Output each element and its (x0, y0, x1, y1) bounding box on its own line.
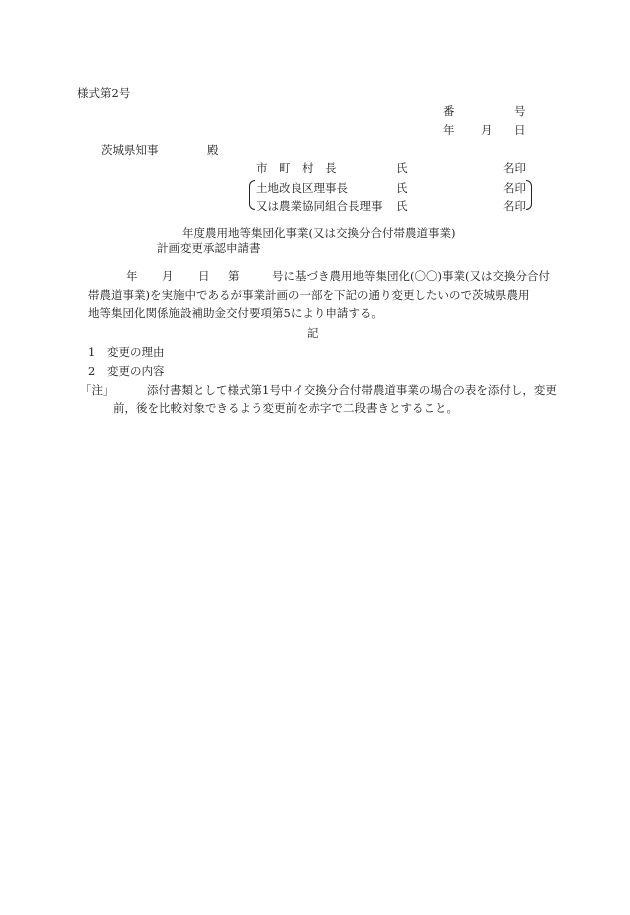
applicant-seal-land-improvement: 名印 (503, 181, 526, 195)
addressee-honorific: 殿 (207, 143, 219, 157)
applicant-shi-land-improvement: 氏 (396, 181, 408, 195)
applicant-shi-mayor: 氏 (396, 161, 408, 175)
note-line-2: 前，後を比較対象できるよう変更前を赤字で二段書きとすること。 (113, 401, 458, 415)
item-2-number: 2 (88, 364, 96, 378)
applicant-seal-cooperative: 名印 (503, 199, 526, 213)
body-line-2: 帯農道事業)を実施中であるが事業計画の一部を下記の通り変更したいので茨城県農用 (88, 288, 530, 302)
date-day: 日 (514, 123, 526, 137)
body-date-year: 年 (126, 269, 138, 283)
applicant-seal-mayor: 名印 (503, 161, 526, 175)
form-number: 様式第2号 (77, 86, 131, 100)
number-label-go: 号 (514, 104, 526, 118)
title-line-2: 計画変更承認申請書 (157, 241, 261, 255)
applicant-title-cooperative: 又は農業協同組合長理事 (256, 199, 383, 213)
item-1-text: 変更の理由 (107, 345, 165, 359)
applicant-title-land-improvement: 土地改良区理事長 (256, 181, 348, 195)
body-date-day: 日 (198, 269, 210, 283)
number-label-ban: 番 (443, 104, 455, 118)
note-line-1: 添付書類として様式第1号中イ交換分合付帯農道事業の場合の表を添付し，変更 (147, 383, 557, 397)
body-date-month: 月 (162, 269, 174, 283)
left-brace (249, 180, 255, 210)
addressee-name: 茨城県知事 (101, 143, 159, 157)
item-2-text: 変更の内容 (107, 364, 165, 378)
right-brace (526, 180, 532, 210)
date-year: 年 (443, 123, 455, 137)
body-line-3: 地等集団化関係施設補助金交付要項第5により申請する。 (88, 306, 383, 320)
ki-heading: 記 (307, 326, 319, 340)
note-label: 「注」 (80, 383, 115, 397)
body-dai: 第 (228, 269, 240, 283)
body-line-1-rest: 号に基づき農用地等集団化(〇〇)事業(又は交換分合付 (272, 269, 550, 283)
applicant-title-mayor: 市 町 村 長 (256, 161, 337, 175)
item-1-number: 1 (88, 345, 96, 359)
title-line-1: 年度農用地等集団化事業(又は交換分合付帯農道事業) (182, 226, 456, 240)
date-month: 月 (481, 123, 493, 137)
applicant-shi-cooperative: 氏 (396, 199, 408, 213)
